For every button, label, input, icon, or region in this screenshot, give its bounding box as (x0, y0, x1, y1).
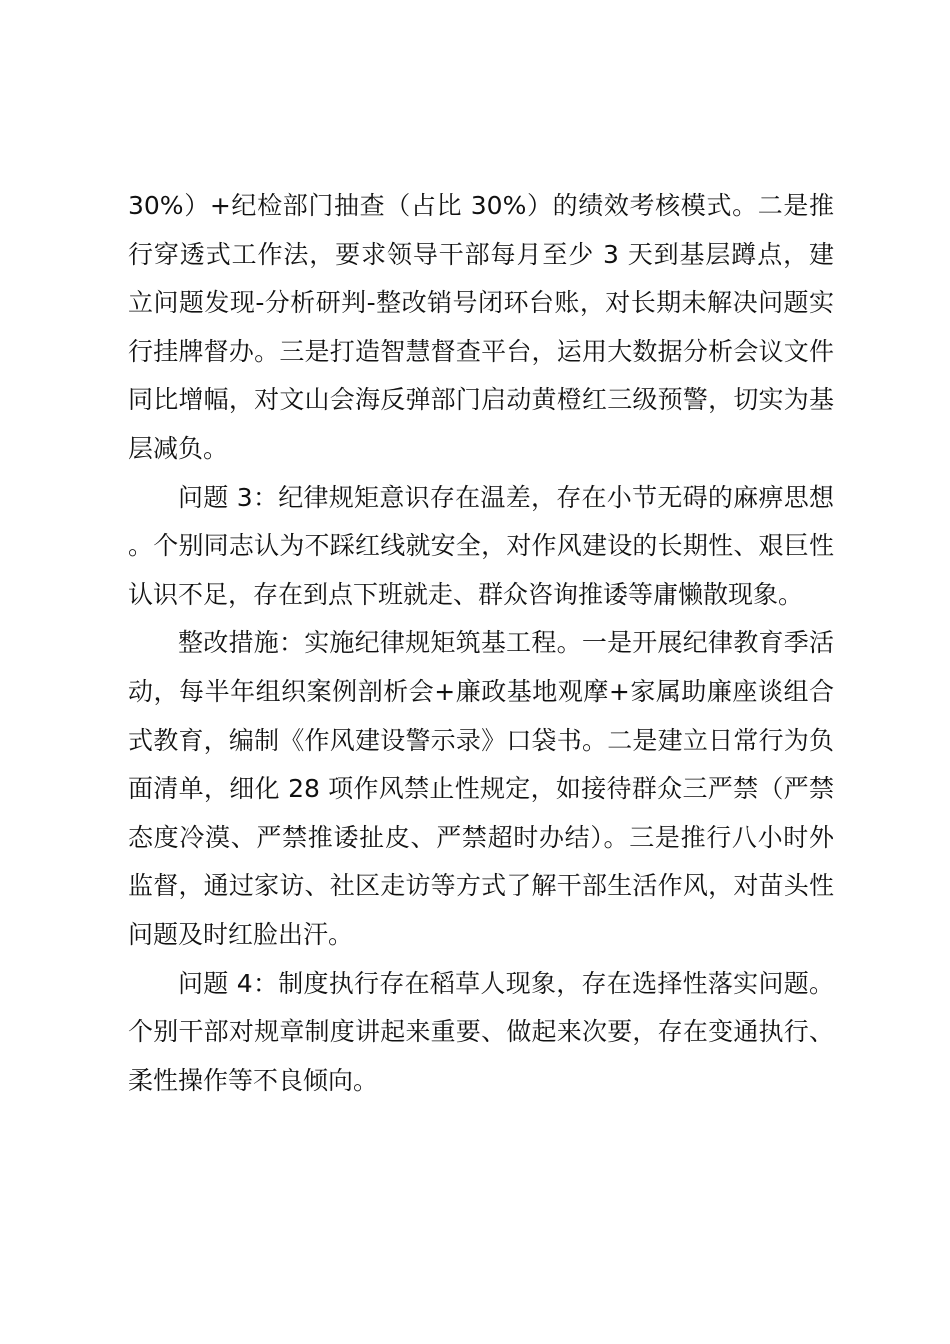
document-body (128, 182, 834, 1105)
paragraph-performance-assessment: 30%）+纪检部门抽查（占比 30%）的绩效考核模式。二是推行穿透式工作法，要求领导干部每月至少 3 天到基层蹲点，建立问题发现-分析研判-整改销号闭环台账，对长期未解决问题实行挂牌督办。三是打造智慧督查平台，运用大数据分析会议文件同比增幅，对文山会海反弹部门启动黄橙红三级预警，切实为基层减负。 (128, 191, 834, 463)
paragraph-problem-4: 问题 4：制度执行存在稻草人现象，存在选择性落实问题。个别干部对规章制度讲起来重要、做起来次要，存在变通执行、柔性操作等不良倾向。 (128, 968, 834, 1095)
paragraph-problem-3: 问题 3：纪律规矩意识存在温差，存在小节无碍的麻痹思想。个别同志认为不踩红线就安全，对作风建设的长期性、艰巨性认识不足，存在到点下班就走、群众咨询推诿等庸懒散现象。 (128, 482, 834, 609)
paragraph-rectification-measures: 整改措施：实施纪律规矩筑基工程。一是开展纪律教育季活动，每半年组织案例剖析会+廉政基地观摩+家属助廉座谈组合式教育，编制《作风建设警示录》口袋书。二是建立日常行为负面清单，细化 28 项作风禁止性规定，如接待群众三严禁（严禁态度冷漠、严禁推诿扯皮、严禁超时办结）。三是推行八小时外监督，通过家访、社区走访等方式了解干部生活作风，对苗头性问题及时红脸出汗。 (128, 628, 834, 949)
